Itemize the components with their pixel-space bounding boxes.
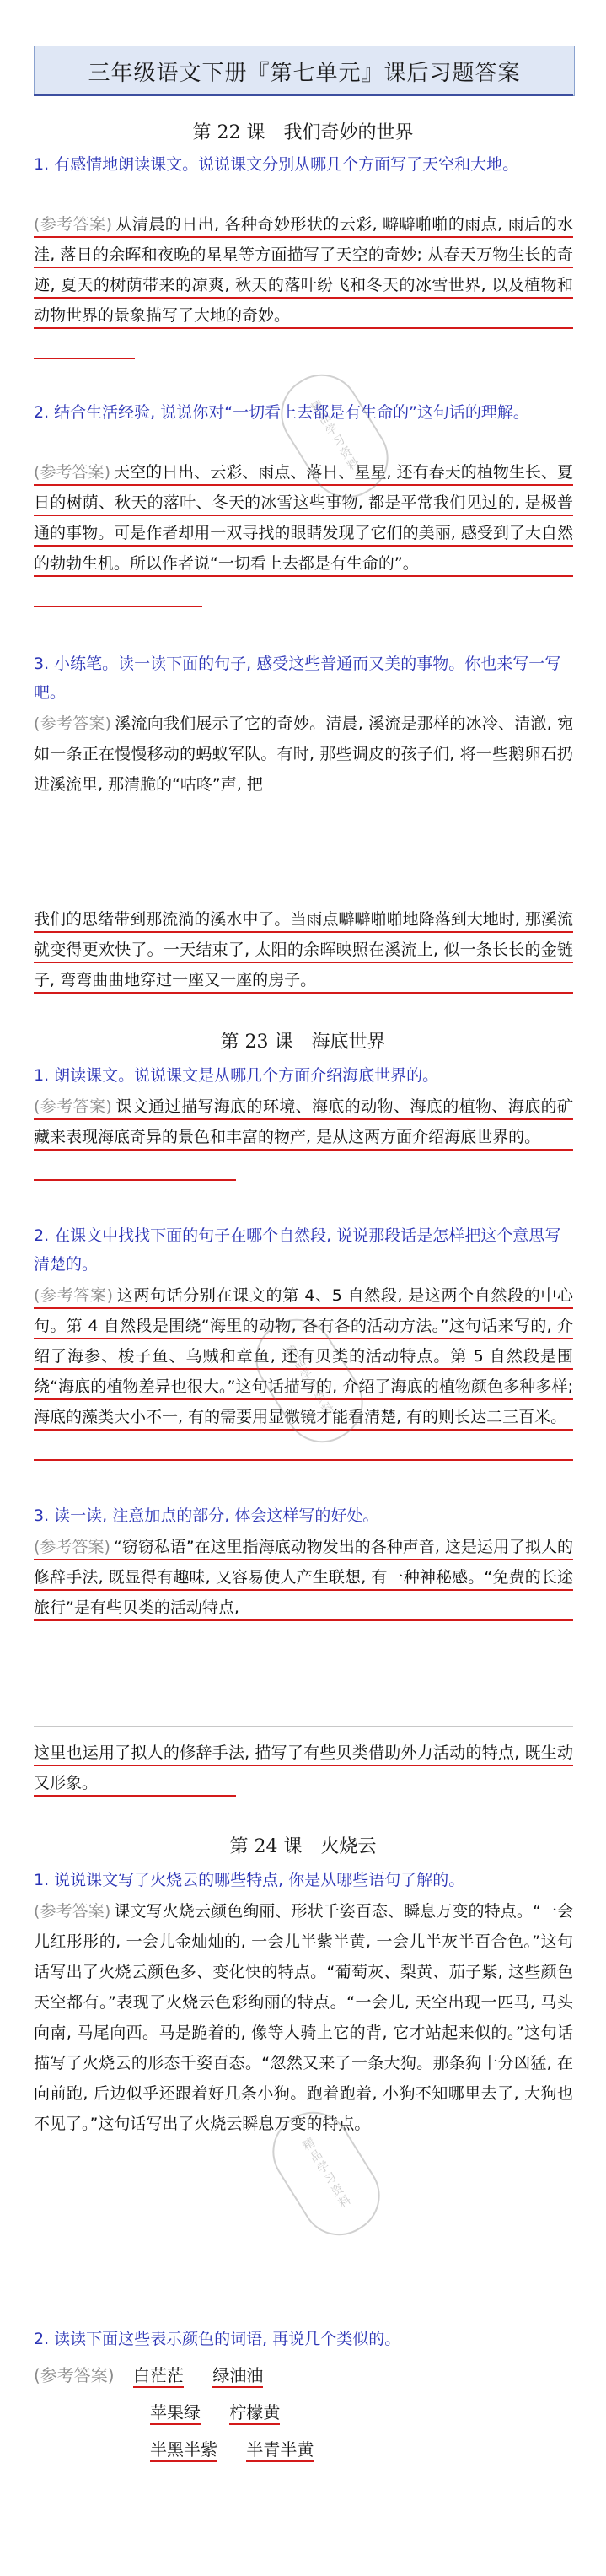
underline	[34, 1559, 573, 1560]
lesson-23-answer-1	[34, 1091, 573, 1184]
watermark-seal: 精品学习资料	[258, 2098, 394, 2250]
lesson-22-answer-1	[34, 209, 573, 369]
answer-text: 天空的日出、云彩、雨点、落日、星星, 还有春天的植物生长、夏日的树荫、秋天的落叶、冬天的冰雪这些事物, 都是平常我们见过的, 是极普通的事物。可是作者却用一双寻找的眼睛发现了它们的美丽, 感受到了大自然的勃勃生机。所以作者说“一切看上去都是有生命的”。	[34, 463, 573, 573]
answer-text: “窃窃私语”在这里指海底动物发出的各种声音, 这是运用了拟人的修辞手法, 既显得有趣味, 又容易使人产生联想, 有一种神秘感。“免费的长途旅行”是有些贝类的活动特点,	[34, 1538, 573, 1617]
section-divider	[34, 1726, 573, 1727]
underline	[34, 1619, 573, 1621]
underline	[34, 1459, 573, 1461]
underline	[34, 1118, 573, 1120]
underline	[34, 267, 573, 268]
answer-text: 溪流向我们展示了它的奇妙。清晨, 溪流是那样的冰冷、清澈, 宛如一条正在慢慢移动的蚂蚁军队。有时, 那些调皮的孩子们, 将一些鹅卵石扔进溪流里, 那清脆的“咕咚”声, 把	[34, 714, 573, 794]
underline	[34, 515, 573, 516]
underline	[34, 1795, 236, 1797]
lesson-24-question-2: 2. 读读下面这些表示颜色的词语, 再说几个类似的。	[34, 2330, 401, 2348]
lesson-22-question-1: 1. 有感情地朗读课文。说说课文分别从哪几个方面写了天空和大地。	[34, 155, 519, 174]
page-title: 三年级语文下册『第七单元』课后习题答案	[34, 46, 575, 96]
underline	[34, 606, 202, 607]
answer-tag: (参考答案)	[34, 1902, 111, 1921]
underline	[34, 236, 573, 238]
lesson-23-question-1: 1. 朗读课文。说说课文是从哪几个方面介绍海底世界的。	[34, 1066, 439, 1085]
underline	[34, 962, 573, 963]
color-word: 绿油油	[212, 2365, 263, 2388]
answer-text: 从清晨的日出, 各种奇妙形状的云彩, 噼噼啪啪的雨点, 雨后的水洼, 落日的余晖和夜晚的星星等方面描写了天空的奇妙; 从春天万物生长的奇迹, 夏天的树荫带来的凉爽, 秋天的落叶纷飞和冬天的冰雪世界, 以及植物和动物世界的景象描写了大地的奇妙。	[34, 215, 573, 325]
lesson-23-question-2: 2. 在课文中找找下面的句子在哪个自然段, 说说那段话是怎样把这个意思写清楚的。	[34, 1226, 561, 1274]
lesson-24-answer-1	[34, 1896, 573, 2301]
answer-tag: (参考答案)	[34, 2365, 115, 2385]
underline	[34, 575, 573, 577]
answer-tag: (参考答案)	[34, 1538, 110, 1556]
underline	[34, 1765, 573, 1766]
underline	[34, 1307, 573, 1309]
underline	[34, 327, 573, 329]
answer-tag: (参考答案)	[34, 714, 112, 733]
lesson-22-answer-2	[34, 457, 573, 651]
watermark-seal: 精品学习资料	[241, 1305, 377, 1457]
color-word: 半黑半紫	[150, 2439, 217, 2462]
lesson-23-answer-3-part-1	[34, 1532, 573, 1633]
answer-tag: (参考答案)	[34, 1097, 112, 1116]
underline	[34, 484, 573, 486]
answer-text: 这两句话分别在课文的第 4、5 自然段, 是这两个自然段的中心句。第 4 自然段是围绕“海里的动物, 各有各的活动方法。”这句话来写的, 介绍了海参、梭子鱼、乌贼和章鱼, 还有贝类的活动特点。第 5 自然段是围绕“海底的植物差异也很大。”这句话描写的, 介绍了海底的植物颜色多种多样; 海底的藻类大小不一, 有的需要用显微镜才能看清楚, 有的则长达二三百米。	[34, 1286, 574, 1426]
lesson-22-question-2: 2. 结合生活经验, 说说你对“一切看上去都是有生命的”这句话的理解。	[34, 403, 529, 422]
answer-tag: (参考答案)	[34, 215, 113, 234]
underline	[34, 297, 573, 299]
color-words-row-1	[34, 2362, 287, 2386]
underline	[34, 1149, 573, 1151]
underline	[34, 992, 573, 994]
lesson-23-answer-3-part-2: 这里也运用了拟人的修辞手法, 描写了有些贝类借助外力活动的特点, 既生动又形象。	[34, 1743, 573, 1792]
color-words-row-3	[150, 2436, 337, 2460]
color-words-row-2	[150, 2399, 303, 2423]
answer-tag: (参考答案)	[34, 1286, 114, 1305]
lesson-22-question-3: 3. 小练笔。读一读下面的句子, 感受这些普通而又美的事物。你也来写一写吧。	[34, 655, 561, 702]
lesson-22-answer-3-part-2: 我们的思绪带到那流淌的溪水中了。当雨点噼噼啪啪地降落到大地时, 那溪流就变得更欢快了。一天结束了, 太阳的余晖映照在溪流上, 似一条长长的金链子, 弯弯曲曲地穿过一座又一座的房子。	[34, 910, 573, 989]
lesson-22-heading: 第 22 课 我们奇妙的世界	[192, 122, 414, 143]
lesson-24-question-1: 1. 说说课文写了火烧云的哪些特点, 你是从哪些语句了解的。	[34, 1871, 465, 1889]
lesson-22-answer-3-part-1	[34, 709, 573, 810]
answer-text: 课文写火烧云颜色绚丽、形状千姿百态、瞬息万变的特点。“一会儿红彤彤的, 一会儿金灿灿的, 一会儿半紫半黄, 一会儿半灰半百合色。”这句话写出了火烧云颜色多、变化快的特点。“葡萄灰、梨黄、茄子紫, 这些颜色天空都有。”表现了火烧云色彩绚丽的特点。“一会儿, 天空出现一匹马, 马头向南, 马尾向西。马是跪着的, 像等人骑上它的背, 它才站起来似的。”这句话描写了火烧云的形态千姿百态。“忽然又来了一条大狗。那条狗十分凶猛, 在向前跑, 后边似乎还跟着好几条小狗。跑着跑着, 小狗不知哪里去了, 大狗也不见了。”这句话写出了火烧云瞬息万变的特点。	[34, 1902, 573, 2133]
underline	[34, 545, 573, 547]
lesson-23-heading: 第 23 课 海底世界	[220, 1032, 386, 1053]
underline	[34, 1179, 236, 1181]
color-word: 半青半黄	[246, 2439, 314, 2462]
answer-text: 课文通过描写海底的环境、海底的动物、海底的植物、海底的矿藏来表现海底奇异的景色和丰富的物产, 是从这两方面介绍海底世界的。	[34, 1097, 573, 1146]
underline	[34, 1589, 573, 1591]
title-underline	[34, 94, 573, 96]
underline	[34, 358, 135, 359]
underline	[34, 931, 573, 933]
lesson-23-question-3: 3. 读一读, 注意加点的部分, 体会这样写的好处。	[34, 1506, 379, 1525]
watermark-seal: 精品学习资料	[266, 360, 402, 512]
color-word: 白茫茫	[133, 2365, 184, 2388]
color-word: 柠檬黄	[229, 2402, 280, 2425]
lesson-24-heading: 第 24 课 火烧云	[229, 1836, 377, 1857]
color-word: 苹果绿	[150, 2402, 201, 2425]
answer-tag: (参考答案)	[34, 463, 110, 482]
